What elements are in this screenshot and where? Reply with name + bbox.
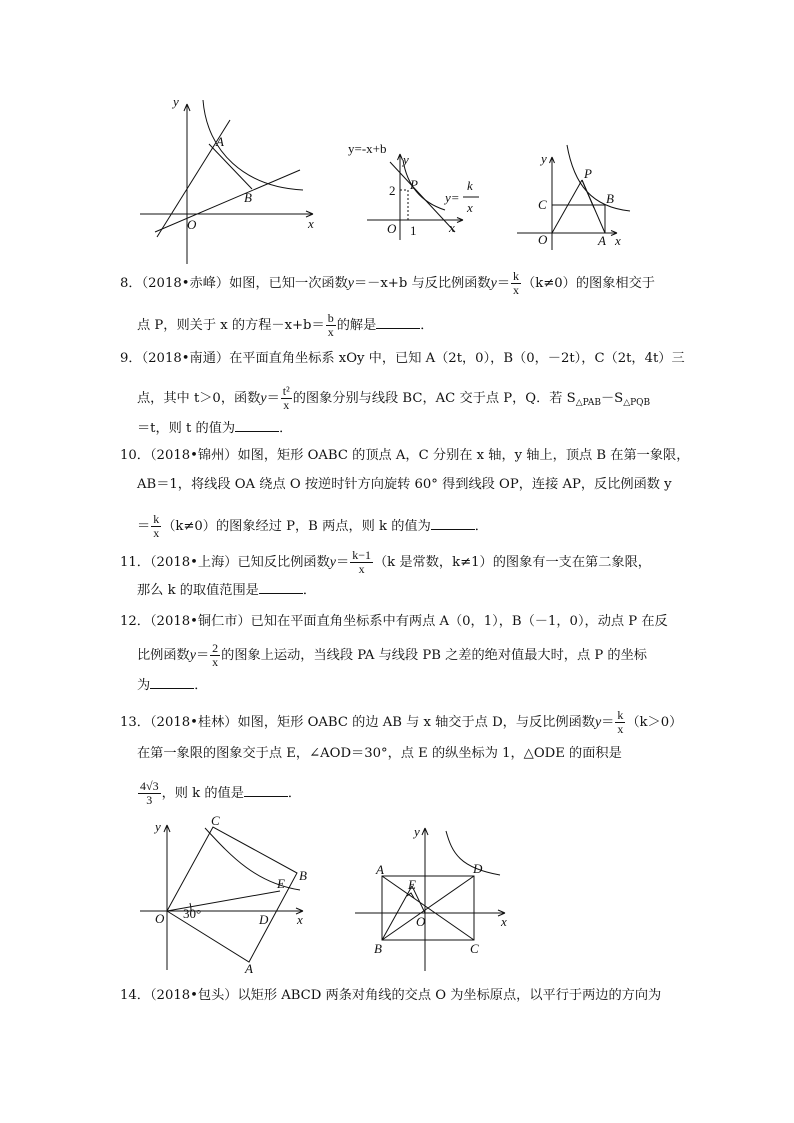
q10-text-b: （k≠0）的图象经过 P，B 两点，则 k 的值为 <box>162 519 431 534</box>
figure-q8-left-svg <box>135 92 325 267</box>
q8-fraction-k-over-x: $\frac{k}{x}$ <box>513 269 520 297</box>
q8-fraction-b-over-x: $\frac{b}{x}$ <box>327 311 334 339</box>
label-x: x <box>308 216 314 231</box>
q10-text-c: ． <box>474 519 488 534</box>
label-O: O <box>155 911 165 926</box>
question-11-line-2 <box>120 581 676 601</box>
q9-text-3b: ． <box>279 421 293 436</box>
question-11 <box>120 549 676 601</box>
q9-text-c: ＝ <box>266 391 280 406</box>
hyperbola-curve <box>567 145 630 211</box>
label-C: C <box>211 813 220 828</box>
label-P: P <box>584 166 592 181</box>
segment-OP <box>552 180 582 233</box>
label-B: B <box>606 191 614 206</box>
label-A: A <box>376 862 384 877</box>
q10-text-a: ＝ <box>137 519 151 534</box>
figure-q9 <box>512 145 637 253</box>
q9-text-e: －S <box>600 391 624 406</box>
label-O: O <box>187 217 197 232</box>
question-12-line-2 <box>120 641 676 669</box>
segment-PB <box>582 180 594 208</box>
figure-q14-svg <box>350 823 520 973</box>
tick-1: 1 <box>410 223 417 238</box>
q9-text-3a: ＝t，则 t 的值为 <box>137 421 236 436</box>
question-9-line-2 <box>120 384 676 412</box>
q13-fraction-4root3-over-3: $\frac{4√3}{3}$ <box>140 779 159 807</box>
question-12-line-3 <box>120 676 676 696</box>
label-O: O <box>416 914 426 929</box>
q8-text-a: 8．（2018•赤峰）如图，已知一次函数 <box>120 276 348 291</box>
curve-eq-num: k <box>467 178 473 193</box>
q8-text-f: （k≠0）的图象相交于 <box>522 276 655 291</box>
q8-answer-blank[interactable] <box>376 316 420 329</box>
label-line-eq: y=-x+b <box>348 141 387 156</box>
q13-text-a: 13．（2018•桂林）如图，矩形 OABC 的边 AB 与 x 轴交于点 D，与反比例函数 <box>120 715 595 730</box>
question-9-line-3 <box>120 419 676 439</box>
q12-fraction-2-over-x: $\frac{2}{x}$ <box>212 641 219 669</box>
q11-text-c: ＝ <box>336 555 350 570</box>
question-10-line-2: AB＝1，将线段 OA 绕点 O 按逆时针方向旋转 60° 得到线段 OP，连接 AP，反比例函数 y <box>137 477 672 492</box>
q12-text-3a: 为 <box>137 678 151 693</box>
label-O: O <box>387 221 397 236</box>
q8-var-y2: y <box>490 276 497 291</box>
q12-text-a: 比例函数 <box>137 648 190 663</box>
question-12 <box>120 612 676 696</box>
q9-text-a: 点，其中 t＞0，函数 <box>137 391 261 406</box>
q9-answer-blank[interactable] <box>235 419 279 432</box>
label-E: E <box>408 877 416 892</box>
label-A: A <box>598 233 606 248</box>
figure-q9-svg <box>512 145 637 253</box>
question-11-line-1 <box>120 548 676 576</box>
label-x: x <box>297 912 303 927</box>
label-B: B <box>244 190 252 205</box>
q9-fraction-t2-over-x: $\frac{\text{t²}}{x}$ <box>282 384 290 412</box>
question-12-line-1: 12．（2018•铜仁市）已知在平面直角坐标系中有两点 A（0，1），B（－1，0），动点 P 在反 <box>120 614 668 629</box>
label-C: C <box>470 941 479 956</box>
q11-text-2a: 那么 k 的取值范围是 <box>137 583 259 598</box>
label-x: x <box>615 233 621 248</box>
question-13-line-3 <box>120 779 676 807</box>
q11-text-a: 11．（2018•上海）已知反比例函数 <box>120 555 330 570</box>
q13-text-d: （k＞0） <box>626 715 683 730</box>
q11-text-d: （k 是常数，k≠1）的图象有一支在第二象限， <box>373 555 651 570</box>
q12-text-d: 的图象上运动，当线段 PA 与线段 PB 之差的绝对值最大时，点 P 的坐标 <box>221 648 647 663</box>
q13-text-c: ＝ <box>601 715 615 730</box>
figure-q8-left <box>135 92 325 267</box>
q12-text-3b: ． <box>194 678 208 693</box>
q8-text-2c: ． <box>420 318 434 333</box>
question-10-line-1: 10．（2018•锦州）如图，矩形 OABC 的顶点 A，C 分别在 x 轴，y 轴上，顶点 B 在第一象限， <box>120 448 690 463</box>
q13-answer-blank[interactable] <box>244 784 288 797</box>
question-14-line-1: 14．（2018•包头）以矩形 ABCD 两条对角线的交点 O 为坐标原点，以平行于两边的方向为 <box>120 988 662 1003</box>
label-D: D <box>259 912 269 927</box>
q13-var-y: y <box>594 715 602 730</box>
rectangle-OCBA <box>167 827 297 962</box>
label-y: y <box>155 819 161 834</box>
q8-text-2b: 的解是 <box>336 318 377 333</box>
label-x: x <box>501 914 507 929</box>
line-OB <box>155 170 300 232</box>
label-angle-30: 30° <box>183 906 202 921</box>
figure-q13 <box>135 815 315 975</box>
q9-sub-pqb: △PQB <box>623 398 651 408</box>
label-D: D <box>473 861 483 876</box>
label-y: y <box>414 824 420 839</box>
q9-text-d: 的图象分别与线段 BC，AC 交于点 P，Q．若 S <box>292 391 576 406</box>
q12-var-y: y <box>189 648 196 663</box>
question-13 <box>120 708 683 807</box>
q9-var-y: y <box>260 391 267 406</box>
curve-eq-lhs: y= <box>445 190 460 205</box>
hyperbola-curve <box>205 828 300 890</box>
curve-eq-den: x <box>467 200 473 215</box>
label-E: E <box>277 876 285 891</box>
question-13-line-2: 在第一象限的图象交于点 E，∠AOD＝30°，点 E 的纵坐标为 1，△ODE 的面积是 <box>137 746 622 761</box>
segment-AB <box>209 144 252 189</box>
question-9-line-1: 9．（2018•南通）在平面直角坐标系 xOy 中，已知 A（2t，0），B（0，－2t），C（2t，4t）三 <box>120 351 685 366</box>
q13-text-3a: ，则 k 的值是 <box>161 786 244 801</box>
q9-sub-pab: △PAB <box>575 398 601 408</box>
question-10 <box>120 446 690 540</box>
tick-2: 2 <box>389 183 396 198</box>
q8-text-2a: 点 P，则关于 x 的方程－x+b＝ <box>137 318 325 333</box>
question-8-line-1 <box>120 269 676 297</box>
label-B: B <box>299 868 307 883</box>
label-C: C <box>538 197 547 212</box>
question-13-line-1 <box>120 708 683 736</box>
q11-text-2b: ． <box>302 583 317 598</box>
q13-fraction-k-over-x: $\frac{k}{x}$ <box>617 708 624 736</box>
q8-text-e: ＝ <box>496 276 511 291</box>
label-O: O <box>538 232 548 247</box>
label-A: A <box>245 961 253 976</box>
label-x: x <box>449 220 455 235</box>
q8-text-c: ＝－x+b 与反比例函数 <box>353 276 491 291</box>
q12-text-c: ＝ <box>195 648 210 663</box>
label-y: y <box>403 152 409 167</box>
label-P: P <box>410 177 418 192</box>
figure-q8-middle <box>345 140 495 245</box>
label-y: y <box>541 151 547 166</box>
q13-text-3b: ． <box>287 786 302 801</box>
figure-q8-middle-svg <box>345 140 495 245</box>
figure-q13-svg <box>135 815 315 975</box>
q10-answer-blank[interactable] <box>431 517 475 530</box>
label-B: B <box>374 941 382 956</box>
question-10-line-3 <box>120 512 676 540</box>
q11-answer-blank[interactable] <box>259 581 303 594</box>
q10-fraction-k-over-x: $\frac{k}{x}$ <box>153 512 160 540</box>
q8-var-y: y <box>347 276 354 291</box>
q11-var-y: y <box>329 555 336 570</box>
q12-answer-blank[interactable] <box>150 676 194 689</box>
label-A: A <box>216 134 224 149</box>
question-8 <box>120 269 676 339</box>
question-8-line-2 <box>120 311 676 339</box>
figure-q14 <box>350 823 520 973</box>
label-y: y <box>173 94 179 109</box>
q11-fraction-k-1-over-x: $\frac{k-1}{x}$ <box>352 548 371 576</box>
question-14 <box>120 986 676 1006</box>
question-9 <box>120 349 685 439</box>
